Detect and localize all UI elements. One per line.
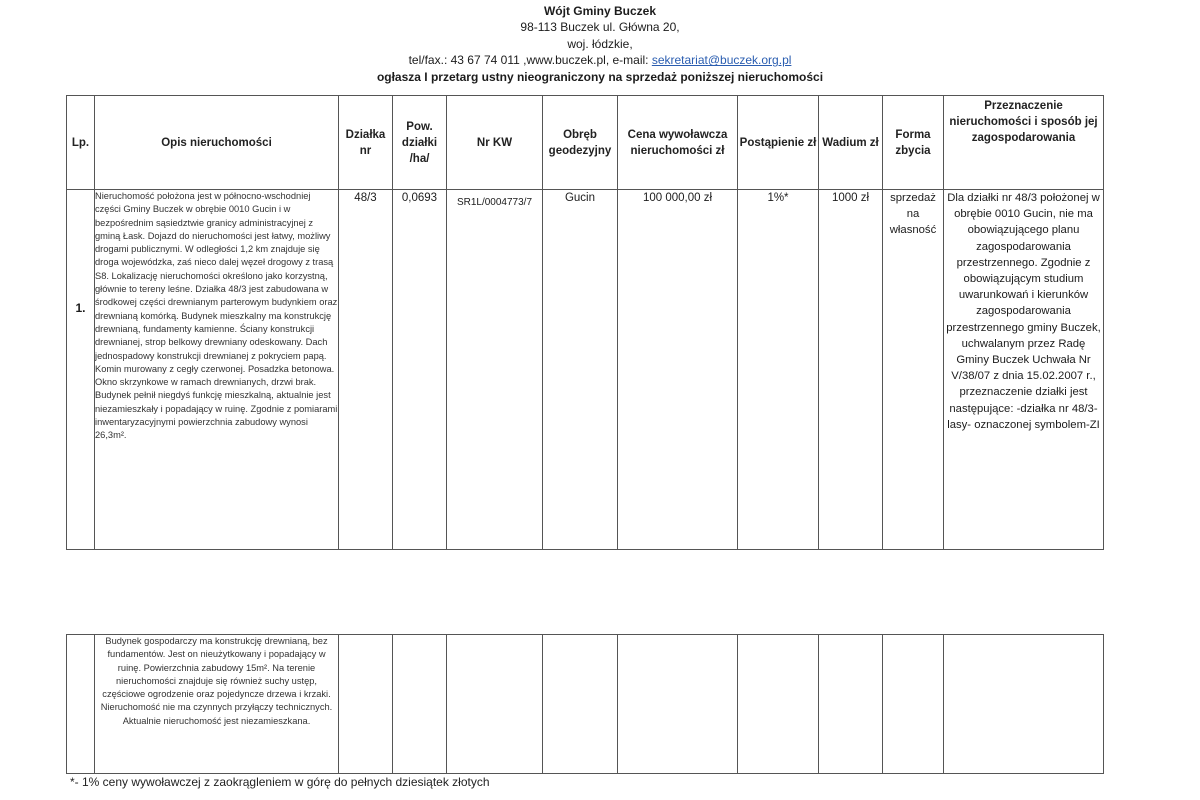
cont-cell-kw <box>447 635 543 774</box>
cont-cell-wadium <box>819 635 883 774</box>
col-header-pow: Pow. działki /ha/ <box>393 96 447 190</box>
col-header-opis: Opis nieruchomości <box>95 96 339 190</box>
header-contact-text: tel/fax.: 43 67 74 011 ,www.buczek.pl, e-mail: <box>408 53 652 68</box>
cell-forma: sprzedaż na własność <box>883 190 944 550</box>
cont-cell-lp <box>67 635 95 774</box>
header-address: 98-113 Buczek ul. Główna 20, <box>520 20 680 35</box>
cell-obreb: Gucin <box>543 190 618 550</box>
col-header-wadium: Wadium zł <box>819 96 883 190</box>
cell-przeznaczenie: Dla działki nr 48/3 położonej w obrębie 0010 Gucin, nie ma obowiązującego planu zagospodarowania przestrzennego. Zgodnie z obowiązującym studium uwarunkowań i kierunków zagospodarowania przestrzennego gminy Buczek, uchwalanym przez Radę Gminy Buczek Uchwała Nr V/38/07 z dnia 15.02.2007 r., przeznaczenie działki jest następujące: -działka nr 48/3-lasy- oznaczonej symbolem-ZI <box>944 190 1104 550</box>
col-header-przeznaczenie: Przeznaczenie nieruchomości i sposób jej zagospodarowania <box>944 96 1104 190</box>
header-region: woj. łódzkie, <box>567 36 633 51</box>
col-header-obreb: Obręb geodezyjny <box>543 96 618 190</box>
property-table-continuation <box>66 634 1104 774</box>
cell-opis: Nieruchomość położona jest w północno-wschodniej części Gminy Buczek w obrębie 0010 Gucin i w bezpośrednim sąsiedztwie granicy administracyjnej z gminą Łask. Dojazd do nieruchomości jest łatwy, możliwy drogami publicznymi. W odległości 1,2 km znajduje się droga wojewódzka, zaś nieco dalej węzeł drogowy z trasą S8. Lokalizację nieruchomości określono jako korzystną, głównie to tereny leśne. Działka 48/3 jest zabudowana w środkowej części drewnianym parterowym budynkiem oraz drewnianą komórką. Budynek mieszkalny ma konstrukcję drewnianą, fundamenty kamienne. Ściany konstrukcji drewnianej, strop belkowy drewniany odeskowany. Dach jednospadowy konstrukcji drewnianej z pokryciem papą. Komin murowany z cegły czerwonej. Posadzka betonowa. Okno skrzynkowe w ramach drewnianych, drzwi brak. Budynek pełnił niegdyś funkcję mieszkalną, aktualnie jest niezamieszkały i popadający w ruinę. Zgodnie z pomiarami inwentaryzacyjnymi powierzchnia zabudowy wynosi 26,3m². <box>95 190 339 550</box>
document-header <box>0 3 1200 85</box>
cont-cell-postapienie <box>738 635 819 774</box>
email-link[interactable]: sekretariat@buczek.org.pl <box>651 53 792 68</box>
cell-kw: SR1L/0004773/7 <box>447 190 543 550</box>
cont-cell-cena <box>618 635 738 774</box>
cont-cell-dzialka <box>339 635 393 774</box>
footnote: *- 1% ceny wywoławczej z zaokrągleniem w górę do pełnych dziesiątek złotych <box>70 775 490 789</box>
table-row <box>67 190 1104 550</box>
cell-pow: 0,0693 <box>393 190 447 550</box>
col-header-kw: Nr KW <box>447 96 543 190</box>
header-announcement: ogłasza I przetarg ustny nieograniczony na sprzedaż poniższej nieruchomości <box>376 69 824 84</box>
col-header-dzialka: Działka nr <box>339 96 393 190</box>
lp-value: 1. <box>75 300 86 315</box>
cont-cell-opis: Budynek gospodarczy ma konstrukcję drewnianą, bez fundamentów. Jest on nieużytkowany i popadający w ruinę. Powierzchnia zabudowy 15m². Na terenie nieruchomości znajduje się również suchy ustęp, częściowe ogrodzenie oraz pojedyncze drzewa i krzaki. Nieruchomość nie ma czynnych przyłączy technicznych. Aktualnie nieruchomość jest niezamieszkana. <box>95 635 339 774</box>
col-header-cena: Cena wywoławcza nieruchomości zł <box>618 96 738 190</box>
header-contact <box>0 52 1200 68</box>
cont-cell-przeznaczenie <box>944 635 1104 774</box>
cont-cell-forma <box>883 635 944 774</box>
header-title: Wójt Gminy Buczek <box>543 4 656 18</box>
cell-wadium: 1000 zł <box>819 190 883 550</box>
table-header-row <box>67 96 1104 190</box>
cont-cell-pow <box>393 635 447 774</box>
cell-lp <box>67 190 95 550</box>
property-table <box>66 95 1104 550</box>
col-header-forma: Forma zbycia <box>883 96 944 190</box>
cont-cell-obreb <box>543 635 618 774</box>
cell-postapienie: 1%* <box>738 190 819 550</box>
cell-cena: 100 000,00 zł <box>618 190 738 550</box>
table-row-continuation <box>67 635 1104 774</box>
col-header-lp: Lp. <box>67 96 95 190</box>
col-header-postapienie: Postąpienie zł <box>738 96 819 190</box>
cell-dzialka: 48/3 <box>339 190 393 550</box>
